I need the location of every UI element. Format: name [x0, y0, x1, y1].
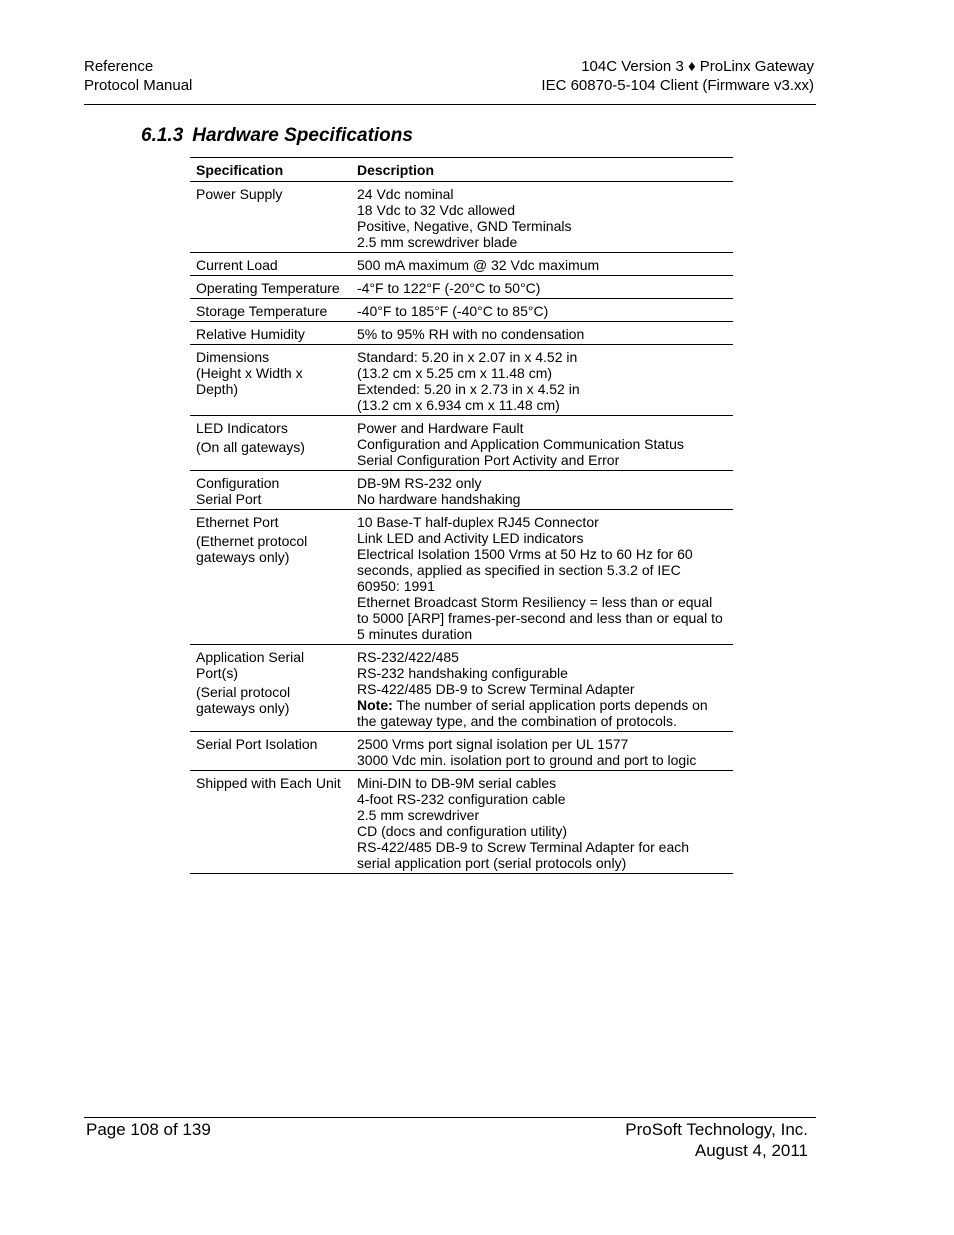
spec-cell: Relative Humidity — [190, 322, 351, 345]
table-row — [190, 510, 733, 645]
header-right — [541, 57, 814, 95]
header-divider — [84, 104, 816, 105]
spec-cell: Current Load — [190, 253, 351, 276]
table-row — [190, 732, 733, 771]
description-cell: 2500 Vrms port signal isolation per UL 1577 3000 Vdc min. isolation port to ground and port to logic — [351, 732, 733, 771]
column-header-description: Description — [351, 158, 733, 182]
section-title: Hardware Specifications — [192, 125, 413, 146]
header-manual-type: Protocol Manual — [84, 77, 193, 94]
note-label: Note: — [357, 697, 393, 713]
section-heading — [141, 125, 413, 147]
table-row — [190, 253, 733, 276]
description-cell: -40°F to 185°F (-40°C to 85°C) — [351, 299, 733, 322]
description-cell: 24 Vdc nominal 18 Vdc to 32 Vdc allowed Positive, Negative, GND Terminals 2.5 mm screwdriver blade — [351, 182, 733, 253]
spec-cell: Operating Temperature — [190, 276, 351, 299]
spec-cell: Power Supply — [190, 182, 351, 253]
header-reference: Reference — [84, 58, 154, 75]
spec-cell: Serial Port Isolation — [190, 732, 351, 771]
description-cell: Power and Hardware Fault Configuration and Application Communication Status Serial Configuration Port Activity and Error — [351, 416, 733, 471]
footer-right — [625, 1119, 808, 1161]
table-row — [190, 322, 733, 345]
table-row — [190, 416, 733, 471]
description-cell: DB-9M RS-232 only No hardware handshaking — [351, 471, 733, 510]
footer-page-number: Page 108 of 139 — [86, 1120, 211, 1139]
table-header-row — [190, 158, 733, 182]
description-cell: Standard: 5.20 in x 2.07 in x 4.52 in (13.2 cm x 5.25 cm x 11.48 cm) Extended: 5.20 in x 2.73 in x 4.52 in (13.2 cm x 6.934 cm x 11.48 cm) — [351, 345, 733, 416]
footer-divider — [84, 1117, 816, 1118]
table-row — [190, 299, 733, 322]
header-product: 104C Version 3 ♦ ProLinx Gateway — [581, 58, 814, 75]
footer-date: August 4, 2011 — [694, 1141, 808, 1160]
column-header-specification: Specification — [190, 158, 351, 182]
note-text: The number of serial application ports depends on — [392, 697, 708, 713]
spec-cell: Storage Temperature — [190, 299, 351, 322]
note-continuation: the gateway type, and the combination of protocols. — [357, 713, 677, 729]
note-line — [357, 697, 727, 713]
table-row — [190, 771, 733, 874]
description-cell: 5% to 95% RH with no condensation — [351, 322, 733, 345]
spec-cell: Dimensions (Height x Width x Depth) — [190, 345, 351, 416]
hardware-spec-table — [190, 157, 733, 874]
spec-cell: Application Serial Port(s) (Serial protocol gateways only) — [190, 645, 351, 732]
section-number: 6.1.3 — [141, 125, 184, 146]
header-protocol: IEC 60870-5-104 Client (Firmware v3.xx) — [541, 77, 814, 94]
table-row — [190, 471, 733, 510]
header-left — [84, 57, 192, 95]
spec-cell: LED Indicators (On all gateways) — [190, 416, 351, 471]
description-cell: -4°F to 122°F (-20°C to 50°C) — [351, 276, 733, 299]
spec-cell: Shipped with Each Unit — [190, 771, 351, 874]
table-row — [190, 182, 733, 253]
table-row — [190, 276, 733, 299]
table-row — [190, 645, 733, 732]
footer-company: ProSoft Technology, Inc. — [625, 1120, 808, 1139]
description-cell: RS-232/422/485 RS-232 handshaking configurable RS-422/485 DB-9 to Screw Terminal Adapter Note: The number of serial application ports depends on the gateway type, and the combination of protocols. — [351, 645, 733, 732]
spec-cell: Configuration Serial Port — [190, 471, 351, 510]
description-cell: 500 mA maximum @ 32 Vdc maximum — [351, 253, 733, 276]
description-cell: Mini-DIN to DB-9M serial cables 4-foot RS-232 configuration cable 2.5 mm screwdriver CD (docs and configuration utility) RS-422/485 DB-9 to Screw Terminal Adapter for each serial application port (serial protocols only) — [351, 771, 733, 874]
spec-cell: Ethernet Port (Ethernet protocol gateways only) — [190, 510, 351, 645]
description-cell: 10 Base-T half-duplex RJ45 Connector Link LED and Activity LED indicators Electrical Isolation 1500 Vrms at 50 Hz to 60 Hz for 60 seconds, applied as specified in section 5.3.2 of IEC 60950: 1991 Ethernet Broadcast Storm Resiliency = less than or equal to 5000 [ARP] frames-per-second and less than or equal to 5 minutes duration — [351, 510, 733, 645]
table-row — [190, 345, 733, 416]
